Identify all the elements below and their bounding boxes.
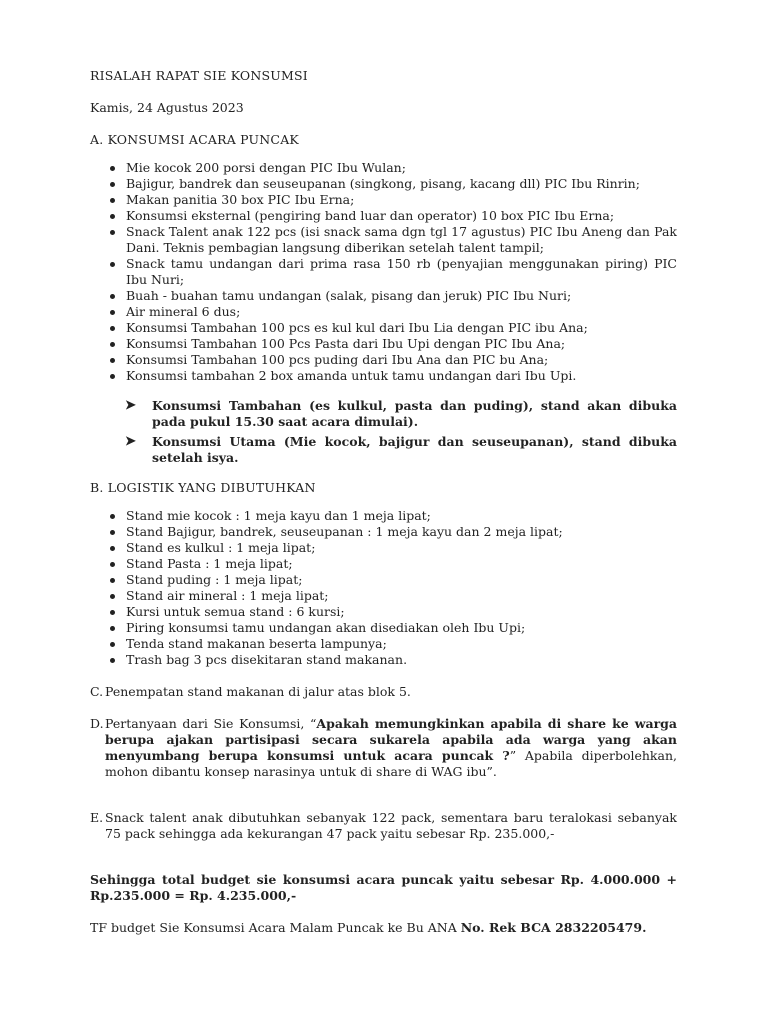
section-d-question: Apakah memungkinkan apabila di share ke warga berupa ajakan partisipasi secara sukarela apabila ada warga yang akan menyumbang berupa konsumsi untuk acara puncak ? [105, 716, 678, 763]
arrowhead-bullet-icon: ➤ [125, 398, 136, 413]
list-item: Stand mie kocok : 1 meja kayu dan 1 meja lipat; [90, 508, 677, 524]
list-item: Konsumsi tambahan 2 box amanda untuk tamu undangan dari Ibu Upi. [90, 368, 677, 384]
list-item: Stand Pasta : 1 meja lipat; [90, 556, 677, 572]
section-c-text: Penempatan stand makanan di jalur atas blok 5. [105, 684, 411, 699]
list-item: Mie kocok 200 porsi dengan PIC Ibu Wulan; [90, 160, 677, 176]
list-item: Stand es kulkul : 1 meja lipat; [90, 540, 677, 556]
section-letter: D. [90, 716, 104, 731]
list-item: Konsumsi Tambahan 100 pcs puding dari Ibu Ana dan PIC bu Ana; [90, 352, 677, 368]
section-b-heading: B. LOGISTIK YANG DIBUTUHKAN [90, 480, 316, 495]
section-b-list [90, 508, 677, 668]
list-item: Stand puding : 1 meja lipat; [90, 572, 677, 588]
list-item: Konsumsi Tambahan 100 Pcs Pasta dari Ibu Upi dengan PIC Ibu Ana; [90, 336, 677, 352]
section-a-notes [90, 398, 677, 466]
document-title: RISALAH RAPAT SIE KONSUMSI [90, 68, 308, 83]
transfer-text: TF budget Sie Konsumsi Acara Malam Puncak ke Bu ANA [90, 920, 461, 935]
list-item: Kursi untuk semua stand : 6 kursi; [90, 604, 677, 620]
bank-account: No. Rek BCA 2832205479. [460, 920, 647, 935]
transfer-info [90, 920, 677, 936]
section-letter: C. [90, 684, 104, 699]
section-d [90, 716, 677, 780]
section-a-list [90, 160, 677, 384]
note-item [90, 398, 677, 430]
section-c [90, 684, 677, 700]
total-budget: Sehingga total budget sie konsumsi acara puncak yaitu sebesar Rp. 4.000.000 + Rp.235.000 = Rp. 4.235.000,- [90, 872, 677, 903]
section-a-heading: A. KONSUMSI ACARA PUNCAK [90, 132, 299, 147]
list-item: Tenda stand makanan beserta lampunya; [90, 636, 677, 652]
section-d-suffix: ” Apabila diperbolehkan, mohon dibantu konsep narasinya untuk di share di WAG ibu”. [105, 748, 677, 779]
section-letter: E. [90, 810, 104, 825]
list-item: Konsumsi eksternal (pengiring band luar dan operator) 10 box PIC Ibu Erna; [90, 208, 677, 224]
list-item: Konsumsi Tambahan 100 pcs es kul kul dari Ibu Lia dengan PIC ibu Ana; [90, 320, 677, 336]
note-text: Konsumsi Tambahan (es kulkul, pasta dan puding), stand akan dibuka pada pukul 15.30 saat acara dimulai). [152, 398, 677, 429]
list-item: Piring konsumsi tamu undangan akan disediakan oleh Ibu Upi; [90, 620, 677, 636]
list-item: Bajigur, bandrek dan seuseupanan (singkong, pisang, kacang dll) PIC Ibu Rinrin; [90, 176, 677, 192]
section-e [90, 810, 677, 842]
list-item: Snack tamu undangan dari prima rasa 150 rb (penyajian menggunakan piring) PIC Ibu Nuri; [90, 256, 677, 288]
list-item: Buah - buahan tamu undangan (salak, pisang dan jeruk) PIC Ibu Nuri; [90, 288, 677, 304]
list-item: Stand Bajigur, bandrek, seuseupanan : 1 meja kayu dan 2 meja lipat; [90, 524, 677, 540]
document-page [90, 68, 677, 936]
list-item: Snack Talent anak 122 pcs (isi snack sama dgn tgl 17 agustus) PIC Ibu Aneng dan Pak Dani. Teknis pembagian langsung diberikan setelah talent tampil; [90, 224, 677, 256]
list-item: Trash bag 3 pcs disekitaran stand makanan. [90, 652, 677, 668]
note-item [90, 434, 677, 466]
list-item: Stand air mineral : 1 meja lipat; [90, 588, 677, 604]
list-item: Air mineral 6 dus; [90, 304, 677, 320]
section-d-prefix: Pertanyaan dari Sie Konsumsi, “ [105, 716, 317, 731]
section-e-text: Snack talent anak dibutuhkan sebanyak 122 pack, sementara baru teralokasi sebanyak 75 pack sehingga ada kekurangan 47 pack yaitu sebesar Rp. 235.000,- [105, 810, 677, 841]
meeting-date: Kamis, 24 Agustus 2023 [90, 100, 244, 115]
note-text: Konsumsi Utama (Mie kocok, bajigur dan seuseupanan), stand dibuka setelah isya. [152, 434, 677, 465]
list-item: Makan panitia 30 box PIC Ibu Erna; [90, 192, 677, 208]
arrowhead-bullet-icon: ➤ [125, 434, 136, 449]
